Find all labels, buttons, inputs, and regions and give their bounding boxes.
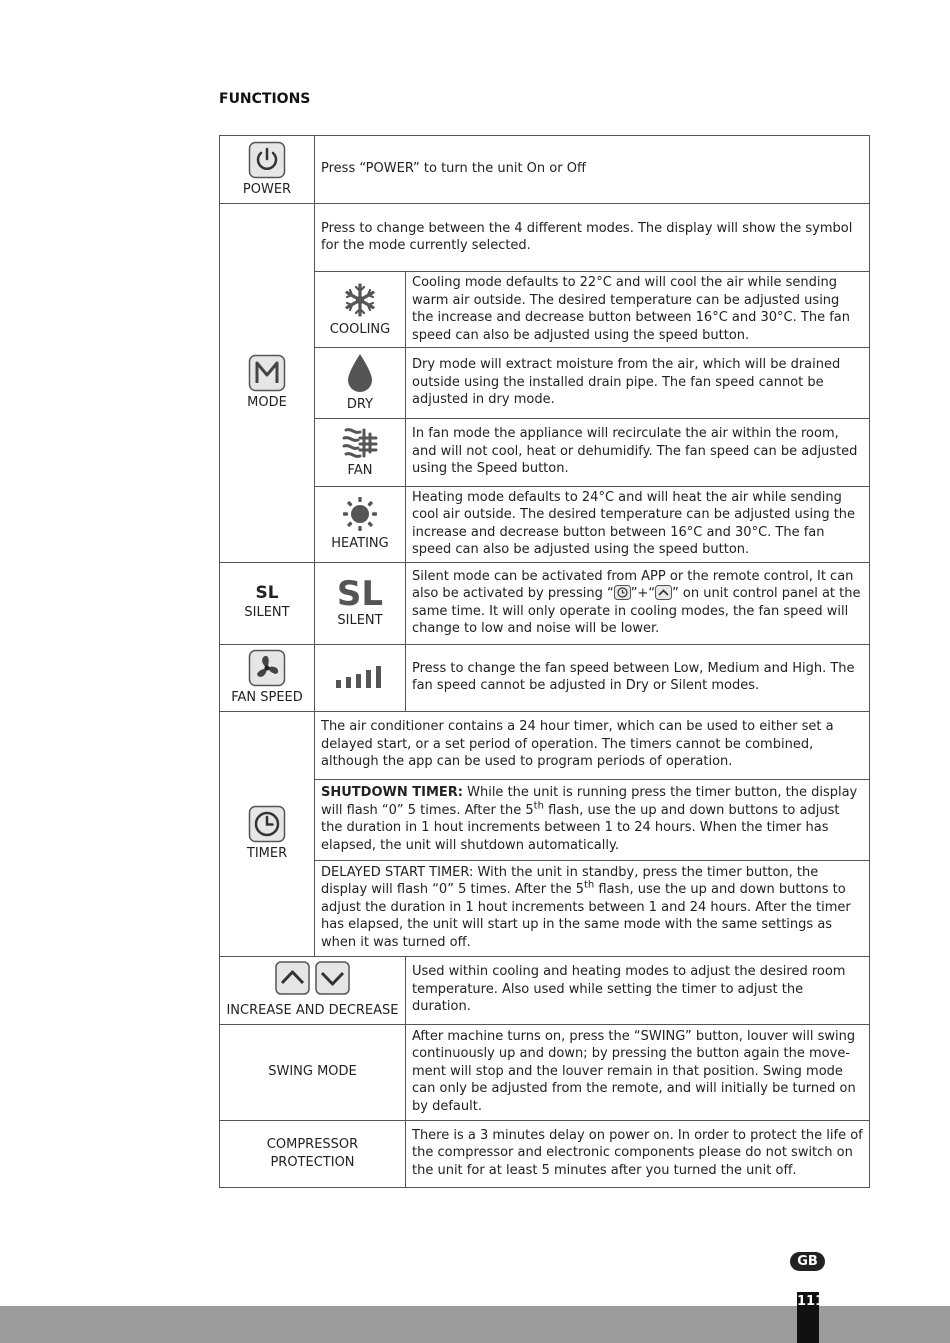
row-power: [220, 136, 870, 204]
row-shutdown-timer: [220, 779, 870, 860]
row-timer-intro: [220, 711, 870, 779]
timer-intro: The air conditioner contains a 24 hour timer, which can be used to either set a delayed start, or a set period of operation. The timers cannot be combined, although the app can be used to program periods of operation.: [315, 711, 870, 779]
chevron-down-icon: [315, 961, 350, 995]
heating-label: HEATING: [331, 536, 389, 552]
shutdown-text-1: While the unit is running press the timer button, the display will flash “0” 5 times. After the 5: [321, 785, 858, 818]
silent-display-label: SILENT: [337, 613, 383, 629]
row-mode-intro: [220, 204, 870, 272]
heating-description: Heating mode defaults to 24°C and will heat the air while sending cool air outside. The desired temperature can be adjusted using the increase and decrease button between 16°C and 30°C. The fan speed can also be adjusted using the speed button.: [406, 486, 870, 562]
chevron-up-icon: [655, 585, 672, 600]
cooling-description: Cooling mode defaults to 22°C and will cool the air while sending warm air outside. The desired temperature can be adjusted using the increase and decrease button between 16°C and 30°C. The fan speed can also be adjusted using the speed button.: [406, 272, 870, 348]
heating-cell: [315, 486, 406, 562]
silent-text-2: ”+“: [630, 586, 656, 601]
row-dry: [220, 348, 870, 419]
silent-display-cell: [315, 562, 406, 644]
silent-text-1: Silent mode can be activated from APP or the remote control, It can also be activated by pressing “: [412, 568, 854, 601]
row-compressor-protection: [220, 1120, 870, 1187]
silent-text-3: ” on unit control panel at the same time. It will only operate in cooling modes, the fan speed will change to low and noise will be lower.: [412, 586, 861, 636]
page-number: 111: [797, 1292, 819, 1343]
dry-description: Dry mode will extract moisture from the air, which will be drained outside using the installed drain pipe. The fan speed cannot be adjusted in dry mode.: [406, 348, 870, 419]
functions-table: [219, 135, 870, 1188]
silent-display-symbol: SL: [336, 574, 384, 615]
chevron-up-icon: [275, 961, 310, 995]
shutdown-title: SHUTDOWN TIMER:: [321, 785, 463, 800]
delayed-text-2: flash, use the up and down buttons to adjust the duration in 1 hout increments between 1 and 24 hours. After the timer has elapsed, the unit will start up in the same mode with the same settings as when it was turned off.: [321, 882, 851, 950]
power-icon: [248, 141, 286, 179]
mode-label: MODE: [247, 395, 287, 410]
mode-cell: [220, 204, 315, 563]
shutdown-text-2: flash, use the up and down buttons to adjust the duration in 1 hout increments between 1 to 24 hours. When the timer has elapsed, the unit will shutdown automatically.: [321, 802, 840, 853]
delayed-timer-description: [315, 860, 870, 956]
page-heading: FUNCTIONS: [219, 91, 311, 107]
compressor-description: There is a 3 minutes delay on power on. In order to protect the life of the compressor and electronic components please do not switch on the unit for at least 5 minutes after you turned the unit off.: [406, 1120, 870, 1187]
incdec-label: INCREASE AND DECREASE: [226, 1003, 399, 1018]
timer-label: TIMER: [246, 845, 288, 861]
fan-description: In fan mode the appliance will recirculate the air within the room, and will not cool, heat or dehumidify. The fan speed can be adjusted using the Speed button.: [406, 418, 870, 486]
row-heating: [220, 486, 870, 562]
row-delayed-timer: [220, 860, 870, 956]
speed-bars-cell: [315, 644, 406, 711]
silent-description: [406, 562, 870, 644]
mode-m-icon: [248, 354, 286, 392]
mode-intro: Press to change between the 4 different modes. The display will show the symbol for the mode currently selected.: [315, 204, 870, 272]
fan-speed-description: Press to change the fan speed between Low, Medium and High. The fan speed cannot be adjusted in Dry or Silent modes.: [406, 644, 870, 711]
timer-clock-icon: [248, 805, 286, 843]
incdec-icons: [222, 961, 403, 1001]
power-label: POWER: [242, 181, 292, 197]
delayed-sup: th: [583, 879, 595, 891]
row-increase-decrease: [220, 956, 870, 1024]
fan-speed-icon: [248, 649, 286, 687]
incdec-description: Used within cooling and heating modes to adjust the desired room temperature. Also used while setting the timer to adjust the duration.: [406, 956, 870, 1024]
shutdown-sup: th: [533, 800, 544, 812]
fan-speed-cell: [220, 644, 315, 711]
fan-label: FAN: [347, 463, 373, 479]
row-fan: [220, 418, 870, 486]
fan-speed-label: FAN SPEED: [231, 689, 303, 705]
silent-symbol: SL: [255, 582, 279, 603]
incdec-cell: [220, 956, 406, 1024]
shutdown-timer-description: [315, 779, 870, 860]
row-cooling: [220, 272, 870, 348]
speed-bars-icon: [334, 664, 386, 690]
fan-mode-icon: [340, 424, 380, 460]
power-cell: [220, 136, 315, 204]
language-badge: GB: [790, 1252, 825, 1271]
delayed-text-1: DELAYED START TIMER: With the unit in standby, press the timer button, the display will flash “0” 5 times. After the 5: [321, 864, 819, 898]
swing-label: SWING MODE: [220, 1024, 406, 1120]
compressor-label: [220, 1120, 406, 1187]
water-drop-icon: [345, 352, 375, 394]
fan-cell: [315, 418, 406, 486]
snowflake-icon: [341, 281, 379, 319]
power-description: Press “POWER” to turn the unit On or Off: [315, 136, 870, 204]
timer-cell: [220, 711, 315, 956]
compressor-label-text: COMPRESSOR PROTECTION: [266, 1137, 359, 1170]
swing-description: After machine turns on, press the “SWING” button, louver will swing continuously up and down; by pressing the button again the move-ment will stop and the louver remain in that position. Swing mode can only be adjusted from the remote, and will initially be turned on by default.: [406, 1024, 870, 1120]
sun-icon: [341, 495, 379, 533]
dry-label: DRY: [346, 397, 374, 412]
clock-icon: [614, 585, 631, 600]
silent-label: SILENT: [244, 605, 290, 620]
row-silent: [220, 562, 870, 644]
dry-cell: [315, 348, 406, 419]
silent-cell: [220, 562, 315, 644]
row-swing-mode: [220, 1024, 870, 1120]
row-fan-speed: [220, 644, 870, 711]
cooling-cell: [315, 272, 406, 348]
cooling-label: COOLING: [329, 321, 391, 337]
